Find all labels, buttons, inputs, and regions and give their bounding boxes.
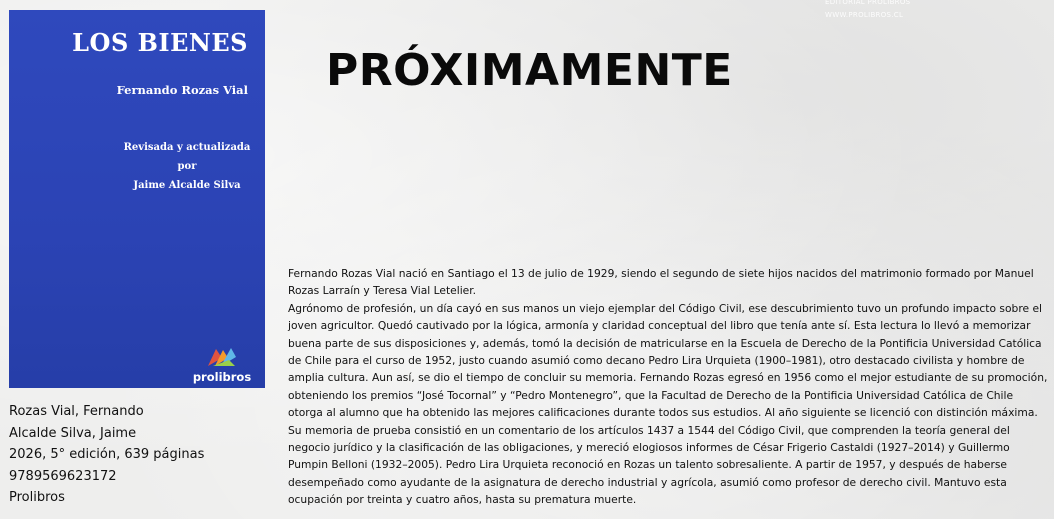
book-isbn: 9789569623172 <box>9 468 117 484</box>
coming-soon-banner: PRÓXIMAMENTE <box>326 45 733 96</box>
author-biography <box>288 265 1048 509</box>
cover-author: Fernando Rozas Vial <box>116 83 248 97</box>
watermark-line-2: WWW.PROLIBROS.CL <box>825 11 904 19</box>
cover-revised-line-2: Jaime Alcalde Silva <box>133 180 241 191</box>
cover-revised-line-1: Revisada y actualizada por <box>123 142 251 172</box>
watermark-line-1: EDITORIAL PROLIBROS <box>825 0 911 6</box>
cover-title: LOS BIENES <box>72 28 248 57</box>
watermark <box>825 0 910 22</box>
publisher-logo <box>192 346 252 384</box>
cover-revised-by <box>122 138 252 195</box>
publisher-logo-text: prolibros <box>192 370 252 384</box>
book-pages-icon <box>205 346 239 368</box>
book-cover <box>9 10 265 388</box>
book-publisher: Prolibros <box>9 490 65 505</box>
bio-paragraph-2: Agrónomo de profesión, un día cayó en sus manos un viejo ejemplar del Código Civil, ese descubrimiento tuvo un profundo impacto sobre el joven agricultor. Quedó cautivado por la lógica, armonía y claridad conceptual del libro que tenía ante sí. Esta lectura lo llevó a memorizar buena parte de sus disposiciones y, además, tomó la decisión de matricularse en la Escuela de Derecho de la Pontificia Universidad Católica de Chile para el curso de 1952, justo cuando asumió como decano Pedro Lira Urquieta (1900–1981), otro destacado civilista y hombre de amplia cultura. Aun así, se dio el tiempo de concluir su memoria. Fernando Rozas egresó en 1956 como el mejor estudiante de su promoción, obteniendo los premios “José Tocornal” y “Pedro Montenegro”, que la Facultad de Derecho de la Pontificia Universidad Católica de Chile otorga al alumno que ha obtenido las mejores calificaciones durante todos sus estudios. Al año siguiente se licenció con distinción máxima. Su memoria de prueba consistió en un comentario de los artículos 1437 a 1544 del Código Civil, que comprenden la teoría general del negocio jurídico y la clasificación de las obligaciones, y mereció elogiosos informes de César Frigerio Castaldi (1927–2014) y Guillermo Pumpin Belloni (1932–2005). Pedro Lira Urquieta reconoció en Rozas un talento sobresaliente. A partir de 1957, y después de haberse desempeñado como ayudante de la asignatura de derecho industrial y agrícola, asumió como profesor de derecho civil. Mantuvo esta ocupación por treinta y cuatro años, hasta su prematura muerte. <box>288 301 1048 507</box>
book-editor: Alcalde Silva, Jaime <box>9 425 137 441</box>
book-edition: 2026, 5° edición, 639 páginas <box>9 447 205 462</box>
book-details <box>9 401 204 509</box>
bio-paragraph-1: Fernando Rozas Vial nació en Santiago el 13 de julio de 1929, siendo el segundo de siete hijos nacidos del matrimonio formado por Manuel Rozas Larraín y Teresa Vial Letelier. <box>288 267 1034 298</box>
book-author: Rozas Vial, Fernando <box>9 404 144 419</box>
